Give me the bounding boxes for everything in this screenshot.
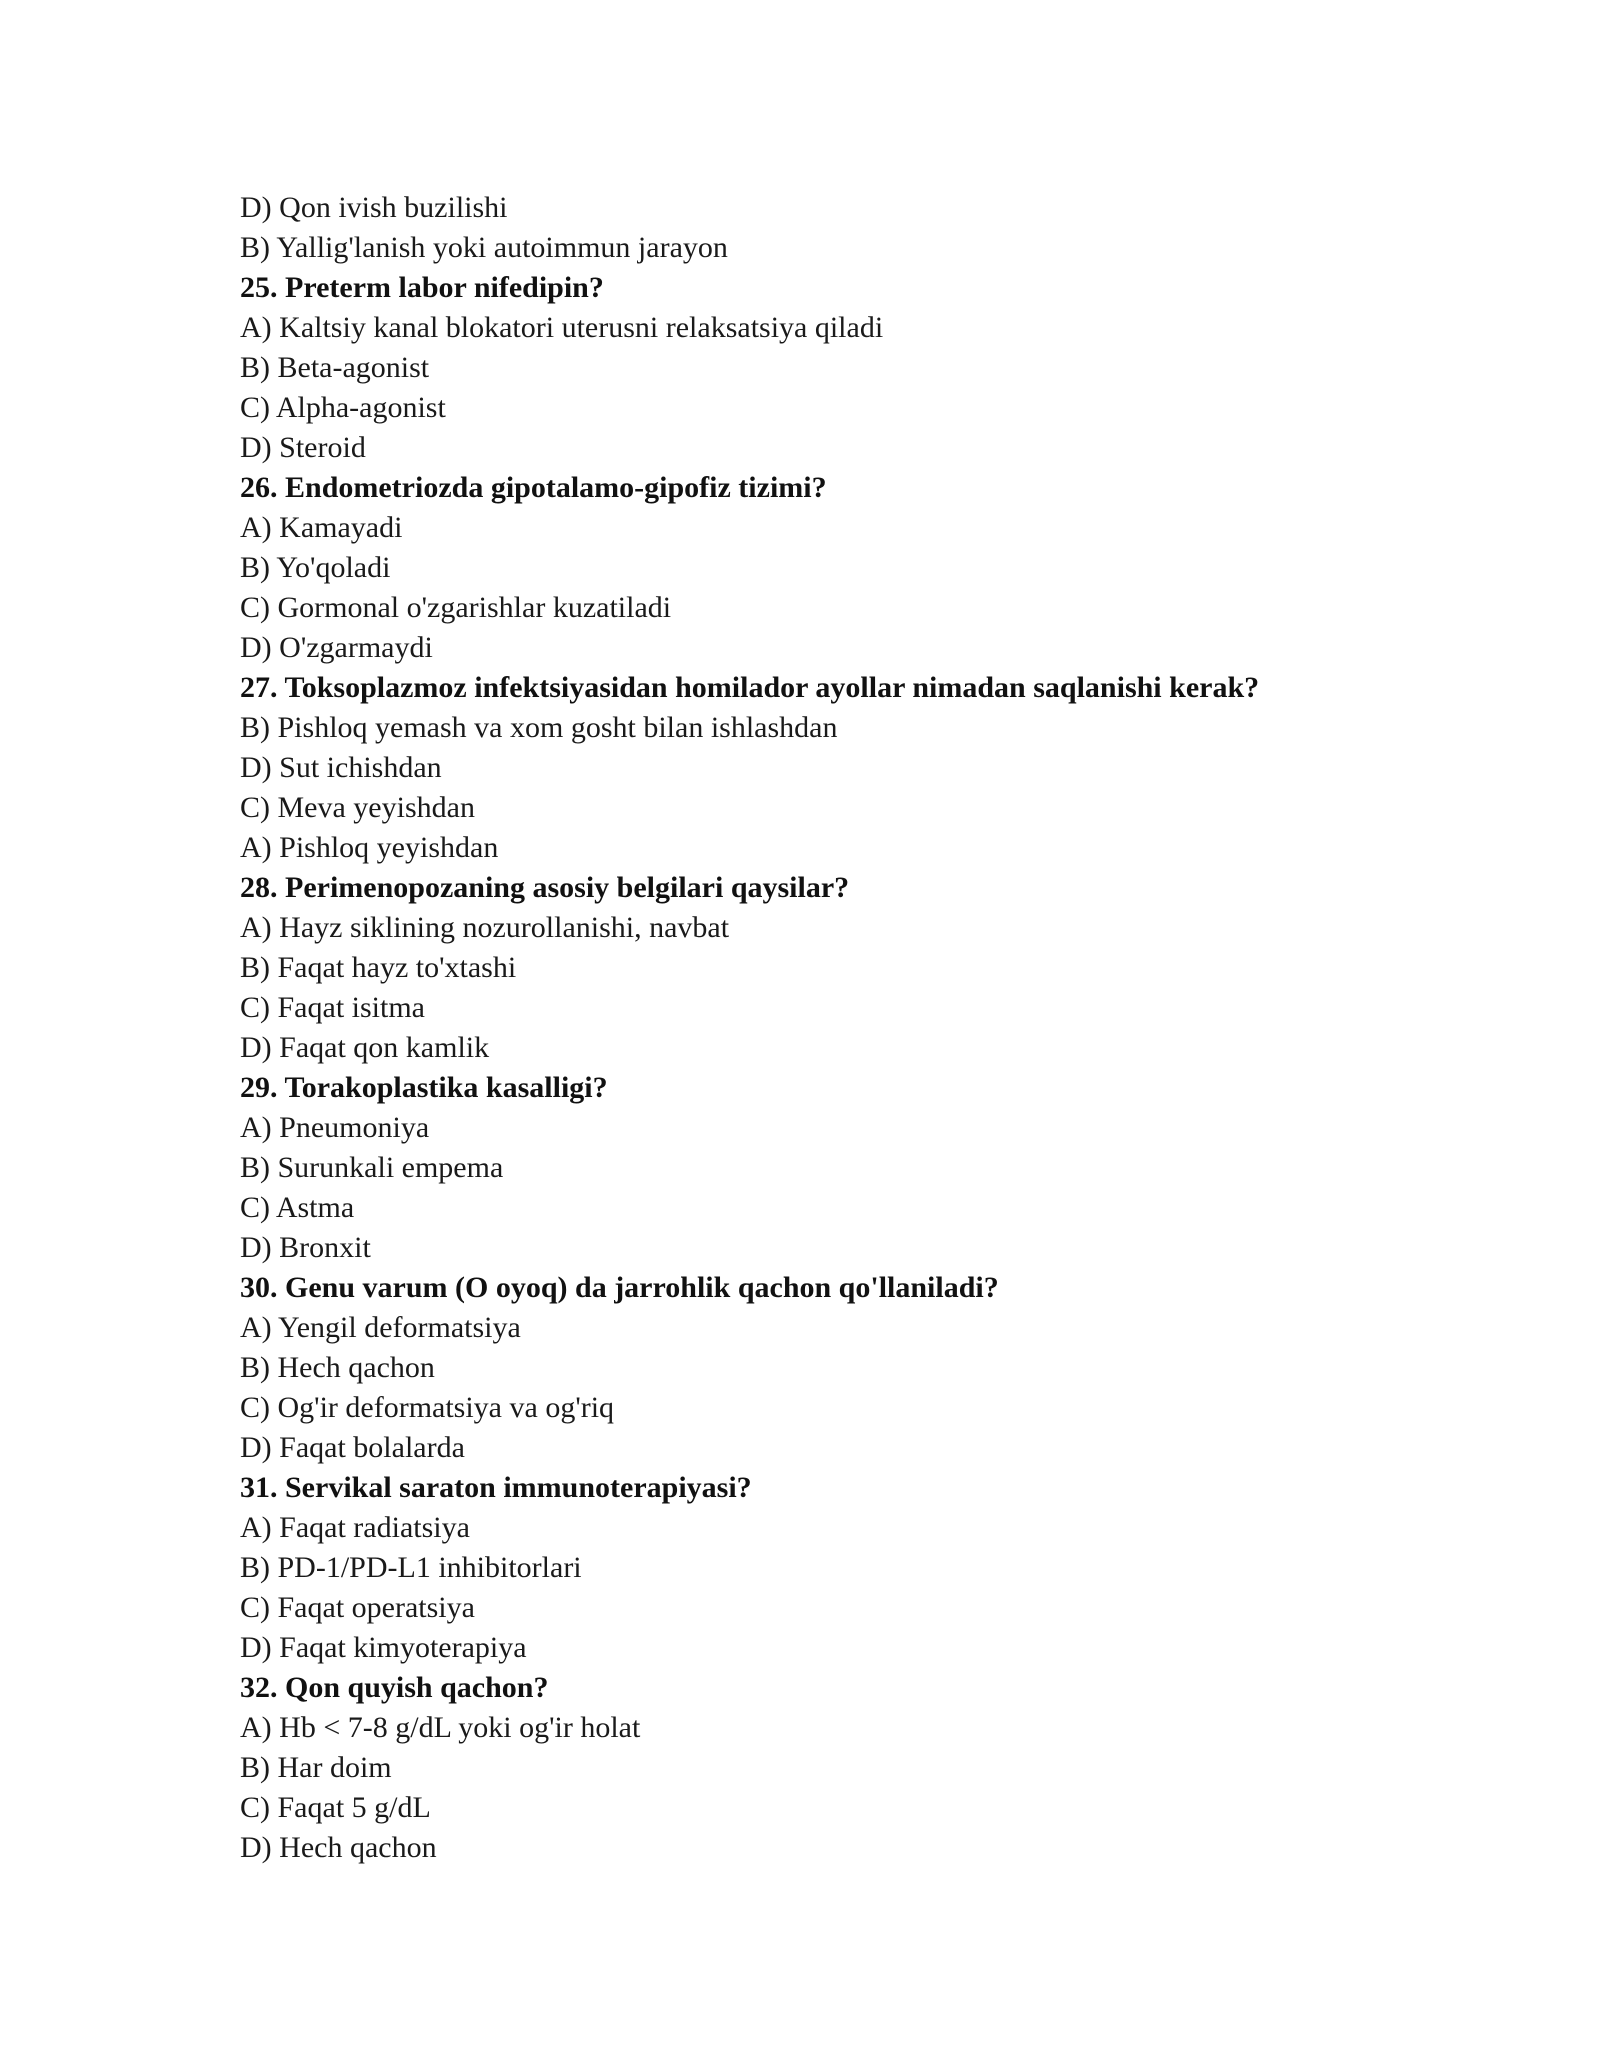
answer-option: C) Gormonal o'zgarishlar kuzatiladi [240, 591, 672, 624]
answer-option: D) Bronxit [240, 1231, 371, 1264]
answer-option: A) Hayz siklining nozurollanishi, navbat [240, 911, 730, 944]
answer-option: D) Faqat kimyoterapiya [240, 1631, 527, 1664]
answer-option: B) Yo'qoladi [240, 551, 391, 584]
question-heading: 30. Genu varum (O oyoq) da jarrohlik qachon qo'llaniladi? [240, 1271, 999, 1304]
question-heading: 27. Toksoplazmoz infektsiyasidan homilador ayollar nimadan saqlanishi kerak? [240, 671, 1260, 704]
answer-option: C) Og'ir deformatsiya va og'riq [240, 1391, 615, 1424]
answer-option: D) Hech qachon [240, 1831, 437, 1864]
answer-option: B) Hech qachon [240, 1351, 435, 1384]
document-content [240, 188, 1420, 1868]
question-heading: 28. Perimenopozaning asosiy belgilari qaysilar? [240, 871, 850, 904]
answer-option: C) Alpha-agonist [240, 391, 446, 424]
question-heading: 31. Servikal saraton immunoterapiyasi? [240, 1471, 752, 1504]
answer-option: D) Qon ivish buzilishi [240, 191, 508, 224]
answer-option: C) Meva yeyishdan [240, 791, 475, 824]
answer-option: D) Steroid [240, 431, 366, 464]
answer-option: D) Faqat bolalarda [240, 1431, 465, 1464]
answer-option: A) Kaltsiy kanal blokatori uterusni relaksatsiya qiladi [240, 311, 884, 344]
answer-option: B) Beta-agonist [240, 351, 430, 384]
answer-option: B) Har doim [240, 1751, 392, 1784]
answer-option: B) Pishloq yemash va xom gosht bilan ishlashdan [240, 711, 838, 744]
question-heading: 29. Torakoplastika kasalligi? [240, 1071, 608, 1104]
answer-option: A) Pishloq yeyishdan [240, 831, 499, 864]
answer-option: C) Faqat operatsiya [240, 1591, 475, 1624]
answer-option: A) Hb < 7-8 g/dL yoki og'ir holat [240, 1711, 641, 1744]
question-heading: 32. Qon quyish qachon? [240, 1671, 549, 1704]
answer-option: B) PD-1/PD-L1 inhibitorlari [240, 1551, 582, 1584]
answer-option: C) Faqat 5 g/dL [240, 1791, 431, 1824]
answer-option: A) Yengil deformatsiya [240, 1311, 521, 1344]
answer-option: D) Sut ichishdan [240, 751, 442, 784]
answer-option: B) Surunkali empema [240, 1151, 504, 1184]
answer-option: B) Yallig'lanish yoki autoimmun jarayon [240, 231, 728, 264]
answer-option: D) O'zgarmaydi [240, 631, 433, 664]
answer-option: A) Pneumoniya [240, 1111, 430, 1144]
answer-option: B) Faqat hayz to'xtashi [240, 951, 517, 984]
answer-option: A) Kamayadi [240, 511, 403, 544]
question-heading: 25. Preterm labor nifedipin? [240, 271, 604, 304]
question-heading: 26. Endometriozda gipotalamo-gipofiz tizimi? [240, 471, 827, 504]
answer-option: C) Faqat isitma [240, 991, 425, 1024]
answer-option: A) Faqat radiatsiya [240, 1511, 470, 1544]
answer-option: D) Faqat qon kamlik [240, 1031, 490, 1064]
answer-option: C) Astma [240, 1191, 355, 1224]
